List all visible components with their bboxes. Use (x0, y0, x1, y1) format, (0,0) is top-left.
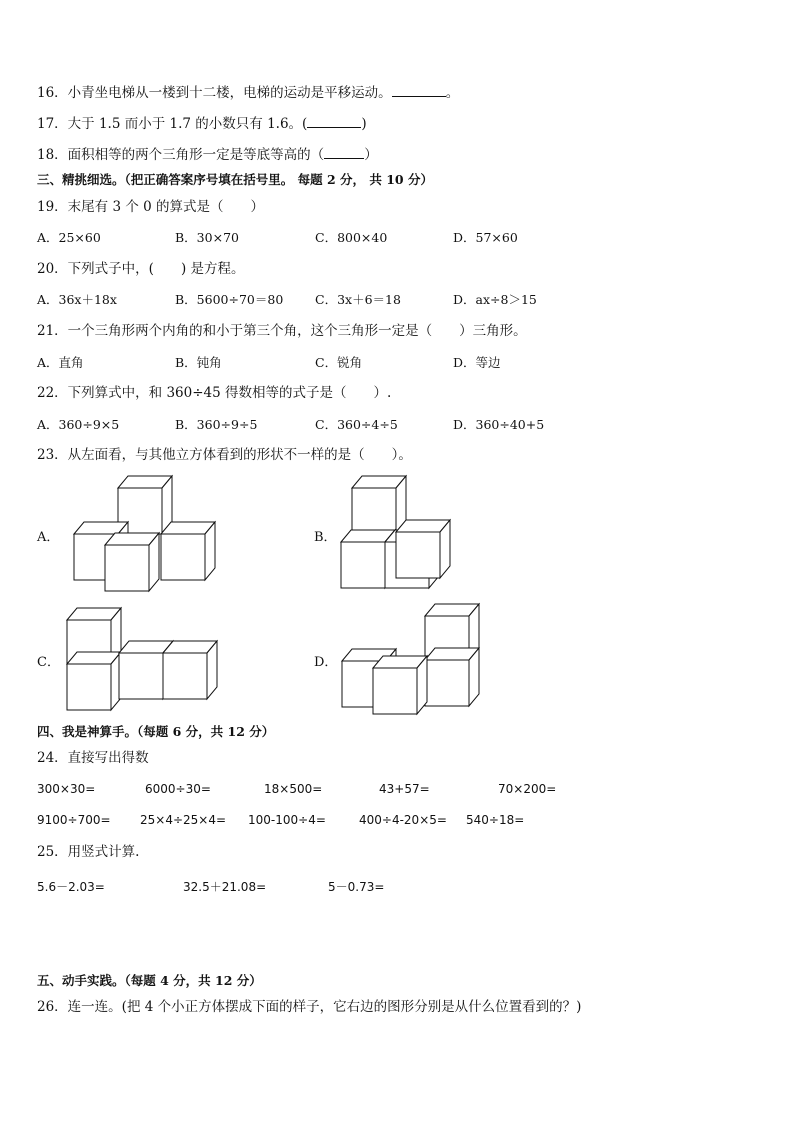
q22-option-d[interactable]: D．360÷40+5 (453, 417, 545, 432)
q21-option-c[interactable]: C．锐角 (315, 355, 363, 370)
q21-option-b[interactable]: B．钝角 (175, 355, 222, 370)
figure-a-cubes[interactable] (74, 476, 215, 591)
figure-b-cubes[interactable] (341, 476, 450, 588)
q21-option-a[interactable]: A．直角 (37, 355, 84, 370)
q22-option-c[interactable]: C．360÷4÷5 (315, 417, 398, 432)
calc-item[interactable]: 6000÷30= (145, 782, 211, 796)
figure-c-label[interactable]: C． (37, 655, 60, 670)
q20-option-d[interactable]: D．ax÷8＞15 (453, 292, 537, 307)
calc-item[interactable]: 100-100÷4= (248, 813, 326, 827)
figure-c-cubes[interactable] (67, 608, 217, 710)
question-21-stem: 21．一个三角形两个内角的和小于第三个角，这个三角形一定是（ ）三角形。 (37, 323, 527, 339)
question-24-stem: 24．直接写出得数 (37, 750, 149, 766)
figure-a-label[interactable]: A． (37, 530, 60, 545)
question-20-stem: 20．下列式子中，( ) 是方程。 (37, 261, 245, 277)
question-26-stem: 26．连一连。(把 4 个小正方体摆成下面的样子，它右边的图形分别是从什么位置看到的？) (37, 999, 582, 1015)
question-17-text: 17．大于 1.5 而小于 1.7 的小数只有 1.6。( (37, 116, 308, 132)
figure-d-cubes[interactable] (342, 604, 479, 714)
q22-option-a[interactable]: A．360÷9×5 (37, 417, 120, 432)
calc-item[interactable]: 540÷18= (466, 813, 525, 827)
q20-option-a[interactable]: A．36x＋18x (37, 292, 117, 307)
figure-d-label[interactable]: D． (314, 655, 338, 670)
section-4-heading: 四、我是神算手。（每题 6 分，共 12 分） (37, 724, 275, 739)
question-17: 17．大于 1.5 而小于 1.7 的小数只有 1.6。( ) (37, 116, 367, 132)
question-19-stem: 19．末尾有 3 个 0 的算式是（ ） (37, 199, 265, 215)
question-16-text: 16．小青坐电梯从一楼到十二楼，电梯的运动是平移运动。 (37, 85, 392, 101)
question-23-stem: 23．从左面看，与其他立方体看到的形状不一样的是（ ）。 (37, 447, 412, 463)
q19-option-b[interactable]: B．30×70 (175, 230, 239, 245)
question-22-stem: 22．下列算式中，和 360÷45 得数相等的式子是（ ）. (37, 385, 392, 401)
calc-item[interactable]: 300×30= (37, 782, 96, 796)
q20-option-c[interactable]: C．3x＋6＝18 (315, 292, 401, 307)
q20-option-b[interactable]: B．5600÷70＝80 (175, 292, 284, 307)
calc-item[interactable]: 70×200= (498, 782, 557, 796)
q19-option-c[interactable]: C．800×40 (315, 230, 388, 245)
q22-option-b[interactable]: B．360÷9÷5 (175, 417, 258, 432)
question-18-text: 18．面积相等的两个三角形一定是等底等高的（ (37, 147, 325, 163)
calc-item[interactable]: 9100÷700= (37, 813, 111, 827)
question-18: 18．面积相等的两个三角形一定是等底等高的（ ） (37, 147, 378, 163)
q19-option-d[interactable]: D．57×60 (453, 230, 518, 245)
q21-option-d[interactable]: D．等边 (453, 355, 501, 370)
q19-option-a[interactable]: A．25×60 (37, 230, 101, 245)
vertical-calc-item[interactable]: 32.5＋21.08= (183, 880, 267, 894)
vertical-calc-item[interactable]: 5－0.73= (328, 880, 385, 894)
figure-b-label[interactable]: B． (314, 530, 337, 545)
calc-item[interactable]: 400÷4-20×5= (359, 813, 447, 827)
vertical-calc-item[interactable]: 5.6－2.03= (37, 880, 105, 894)
section-5-heading: 五、动手实践。（每题 4 分，共 12 分） (37, 973, 262, 988)
question-16: 16．小青坐电梯从一楼到十二楼，电梯的运动是平移运动。 。 (37, 85, 460, 101)
calc-item[interactable]: 43+57= (379, 782, 430, 796)
section-3-heading: 三、精挑细选。（把正确答案序号填在括号里。 每题 2 分， 共 10 分） (37, 172, 433, 187)
calc-item[interactable]: 25×4÷25×4= (140, 813, 227, 827)
calc-item[interactable]: 18×500= (264, 782, 323, 796)
question-25-stem: 25．用竖式计算. (37, 844, 140, 860)
